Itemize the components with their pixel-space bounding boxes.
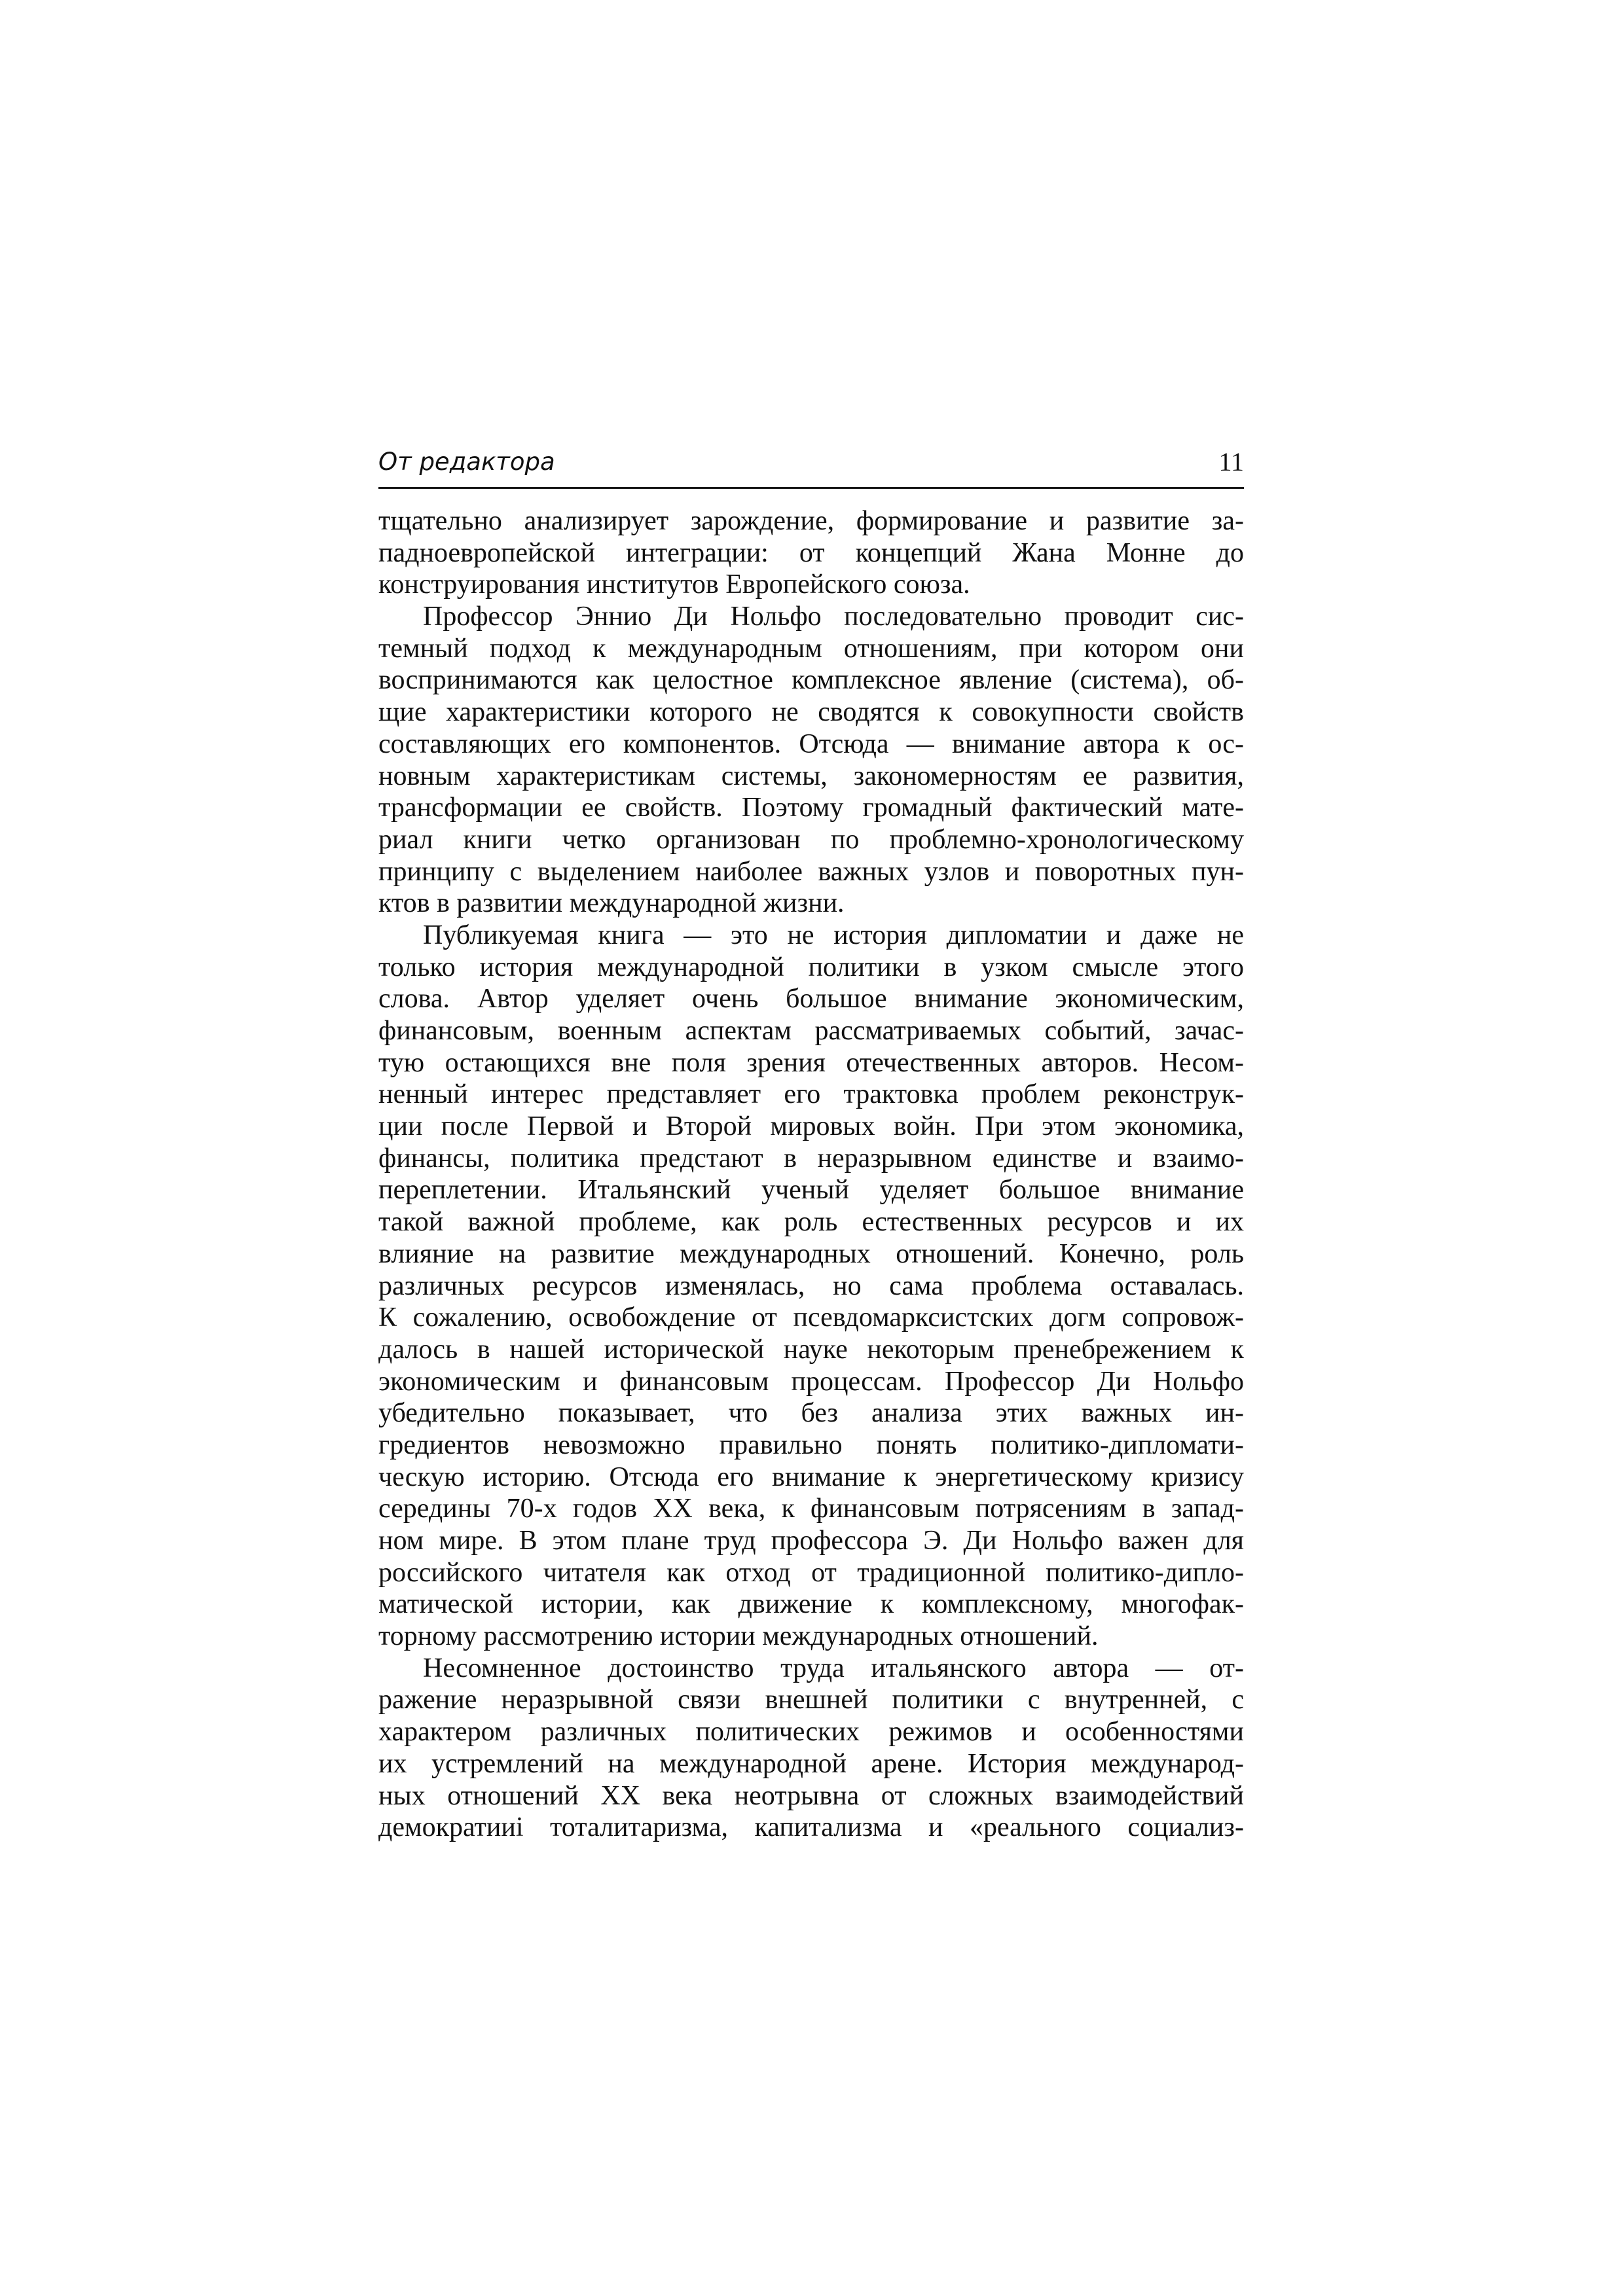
text-line: конструирования институтов Европейского союза. [378,569,970,600]
body-text [378,505,1244,1844]
text-line: различных ресурсов изменялась, но сама проблема оставалась. [378,1270,1244,1301]
paragraph [378,920,1244,1653]
text-line: далось в нашей исторической науке некоторым пренебрежением к [378,1334,1244,1365]
text-line: Несомненное достоинство труда итальянского автора — от- [423,1653,1244,1683]
text-line: переплетении. Итальянский ученый уделяет большое внимание [378,1175,1244,1206]
text-line: убедительно показывает, что без анализа этих важных ин- [378,1398,1244,1429]
text-line: воспринимаются как целостное комплексное явление (система), об- [378,665,1244,696]
text-line: влияние на развитие международных отношений. Конечно, роль [378,1238,1244,1269]
text-line: принципу с выделением наиболее важных узлов и поворотных пун- [378,856,1244,887]
text-line: середины 70-х годов XX века, к финансовым потрясениям в запад- [378,1494,1244,1524]
text-line: экономическим и финансовым процессам. Профессор Ди Нольфо [378,1366,1244,1397]
text-line: тщательно анализирует зарождение, формирование и развитие за- [378,506,1244,536]
text-line: финансы, политика предстают в неразрывном единстве и взаимо- [378,1143,1244,1174]
page-number: 11 [1218,447,1244,476]
text-line: новным характеристикам системы, закономерностям ее развития, [378,761,1244,791]
text-line: российского читателя как отход от традиционной политико-дипло- [378,1557,1244,1588]
text-line: ческую историю. Отсюда его внимание к энергетическому кризису [378,1462,1244,1492]
paragraph [378,505,1244,601]
text-line: составляющих его компонентов. Отсюда — внимание автора к ос- [378,728,1244,759]
text-line: характером различных политических режимов и особенностями [378,1717,1244,1748]
text-line: Профессор Эннио Ди Нольфо последовательно проводит сис- [423,601,1244,632]
running-title: От редактора [378,448,555,476]
text-line: ражение неразрывной связи внешней политики с внутренней, с [378,1685,1244,1715]
running-head [378,442,1244,482]
text-line: падноевропейской интеграции: от концепций Жана Монне до [378,537,1244,568]
text-line: демократииi тоталитаризма, капитализма и «реального социализ- [378,1812,1244,1843]
text-line: ных отношений XX века неотрывна от сложных взаимодействий [378,1780,1244,1811]
text-line: тую остающихся вне поля зрения отечественных авторов. Несом- [378,1047,1244,1078]
header-rule [378,487,1244,489]
text-line: ктов в развитии международной жизни. [378,888,845,919]
text-line: такой важной проблеме, как роль естественных ресурсов и их [378,1207,1244,1238]
text-line: Публикуемая книга — это не история дипломатии и даже не [423,920,1244,950]
text-line: слова. Автор уделяет очень большое внимание экономическим, [378,984,1244,1014]
text-line: матической истории, как движение к комплексному, многофак- [378,1589,1244,1620]
text-line: ции после Первой и Второй мировых войн. При этом экономика, [378,1111,1244,1142]
text-line: гредиентов невозможно правильно понять политико-дипломати- [378,1429,1244,1460]
paragraph [378,601,1244,920]
text-line: темный подход к международным отношениям, при котором они [378,633,1244,664]
text-line: торному рассмотрению истории международных отношений. [378,1621,1099,1652]
text-line: финансовым, военным аспектам рассматриваемых событий, зачас- [378,1016,1244,1046]
text-line: ненный интерес представляет его трактовка проблем реконструк- [378,1079,1244,1110]
paragraph [378,1653,1244,1844]
text-line: риал книги четко организован по проблемно-хронологическому [378,824,1244,855]
text-line: щие характеристики которого не сводятся к совокупности свойств [378,697,1244,728]
text-line: ном мире. В этом плане труд профессора Э. Ди Нольфо важен для [378,1526,1244,1556]
text-line: трансформации ее свойств. Поэтому громадный фактический мате- [378,793,1244,823]
text-line: их устремлений на международной арене. История международ- [378,1748,1244,1779]
text-line: только история международной политики в узком смысле этого [378,952,1244,982]
text-line: К сожалению, освобождение от псевдомарксистских догм сопровож- [378,1302,1244,1333]
